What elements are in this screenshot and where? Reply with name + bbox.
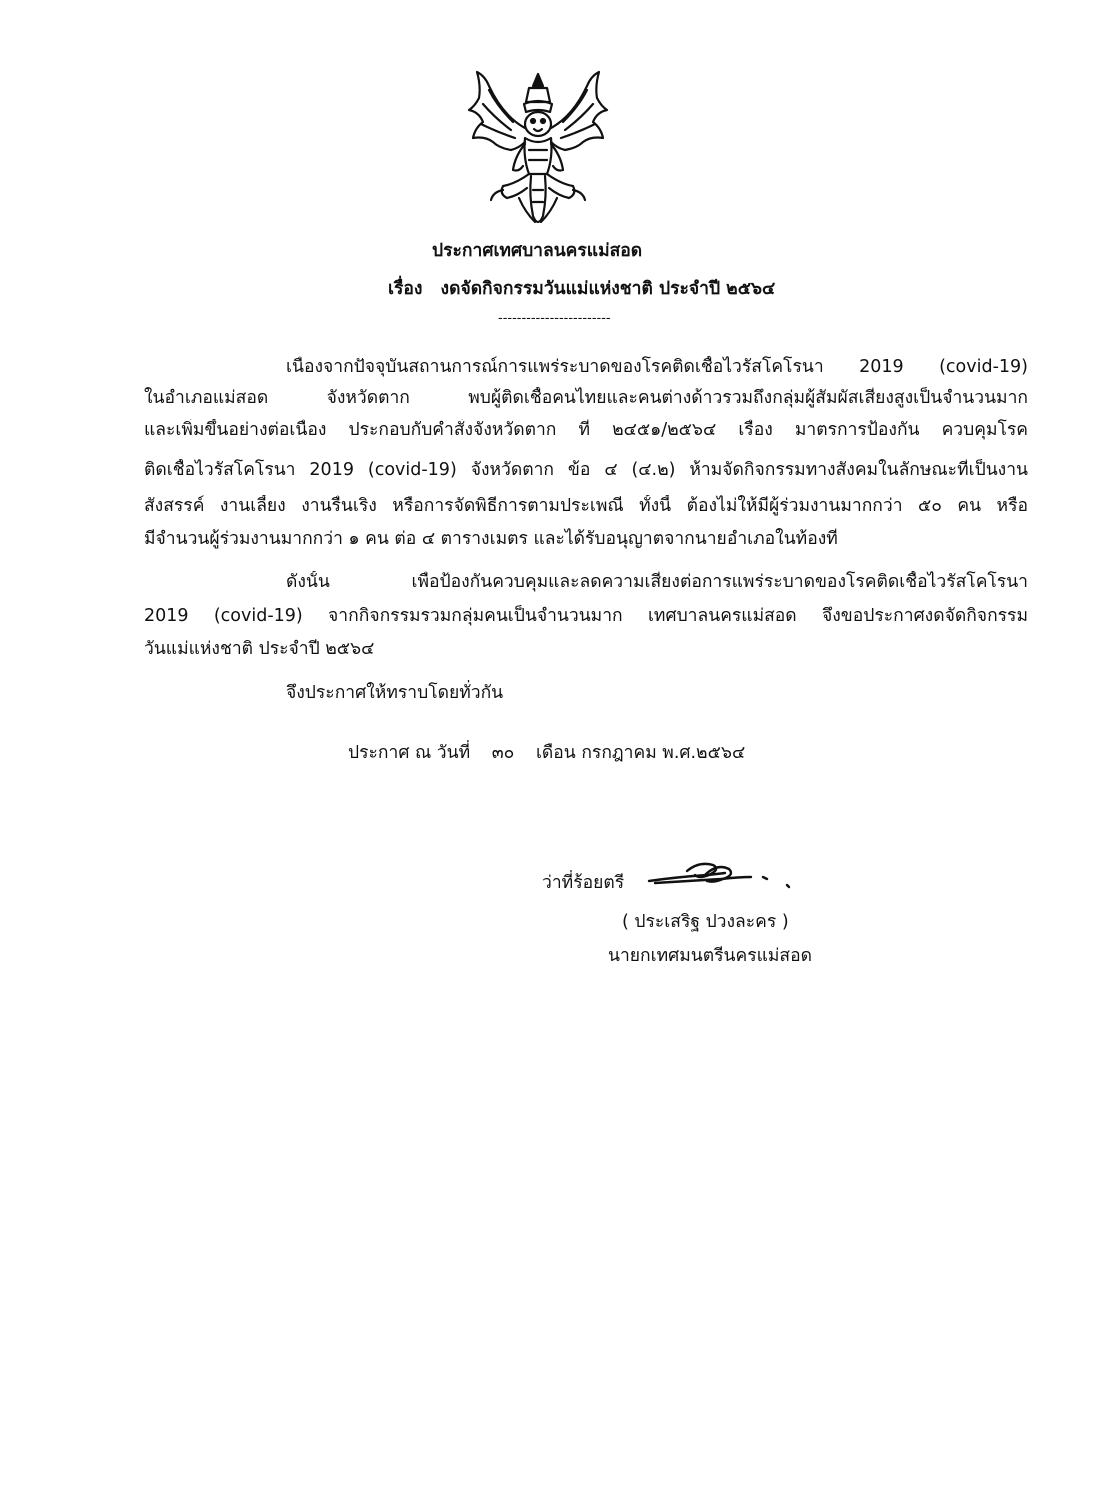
signatory-rank: ว่าที่ร้อยตรี xyxy=(542,873,625,893)
garuda-emblem-icon xyxy=(463,66,613,234)
paragraph2-line: ดังนั้น เพื่อป้องกันควบคุมและลดความเสี่ยงต่อการแพร่ระบาดของโรคติดเชื้อไวรัสโคโรนา xyxy=(286,572,1028,592)
signatory-name: ( ประเสริฐ ปวงละคร ) xyxy=(622,912,789,932)
date-day: ๓๐ xyxy=(491,743,515,763)
announcement-issuer: ประกาศเทศบาลนครแม่สอด xyxy=(432,241,643,261)
signatory-position: นายกเทศมนตรีนครแม่สอด xyxy=(608,946,812,966)
date-month-year: เดือน กรกฎาคม พ.ศ.๒๕๖๔ xyxy=(535,743,746,763)
paragraph1-line: ในอำเภอแม่สอด จังหวัดตาก พบผู้ติดเชื้อคนไทยและคนต่างด้าวรวมถึงกลุ่มผู้สัมผัสเสี่ยงสูงเป็นจำนวนมาก xyxy=(144,388,1028,408)
closing-statement: จึงประกาศให้ทราบโดยทั่วกัน xyxy=(286,683,504,703)
announcement-date xyxy=(348,742,745,764)
title-divider: ------------------------ xyxy=(498,311,611,326)
paragraph1-line: และเพิ่มขึ้นอย่างต่อเนื่อง ประกอบกับคำสั่งจังหวัดตาก ที่ ๒๔๕๑/๒๕๖๔ เรื่อง มาตรการป้องกัน ควบคุมโรค xyxy=(144,420,1028,440)
paragraph1-line: เนื่องจากปัจจุบันสถานการณ์การแพร่ระบาดของโรคติดเชื้อไวรัสโคโรนา 2019 (covid-19) xyxy=(286,357,1028,377)
paragraph1-line: สังสรรค์ งานเลี้ยง งานรื่นเริง หรือการจัดพิธีการตามประเพณี ทั้งนี้ ต้องไม่ให้มีผู้ร่วมงานมากกว่า ๕๐ คน หรือ xyxy=(144,496,1028,516)
paragraph2-line: วันแม่แห่งชาติ ประจำปี ๒๕๖๔ xyxy=(144,639,375,659)
subject-label: เรื่อง xyxy=(388,279,423,299)
paragraph1-line: ติดเชื้อไวรัสโคโรนา 2019 (covid-19) จังหวัดตาก ข้อ ๔ (๔.๒) ห้ามจัดกิจกรรมทางสังคมในลักษณะที่เป็นงาน xyxy=(144,460,1028,480)
handwritten-signature xyxy=(647,855,797,897)
paragraph2-line: 2019 (covid-19) จากกิจกรรมรวมกลุ่มคนเป็นจำนวนมาก เทศบาลนครแม่สอด จึงขอประกาศงดจัดกิจกรรม xyxy=(144,606,1028,626)
subject-text: งดจัดกิจกรรมวันแม่แห่งชาติ ประจำปี ๒๕๖๔ xyxy=(440,279,776,299)
paragraph1-line: มีจำนวนผู้ร่วมงานมากกว่า ๑ คน ต่อ ๔ ตารางเมตร และได้รับอนุญาตจากนายอำเภอในท้องที่ xyxy=(144,529,838,549)
date-prefix: ประกาศ ณ วันที่ xyxy=(348,743,471,763)
announcement-subject xyxy=(388,278,775,300)
